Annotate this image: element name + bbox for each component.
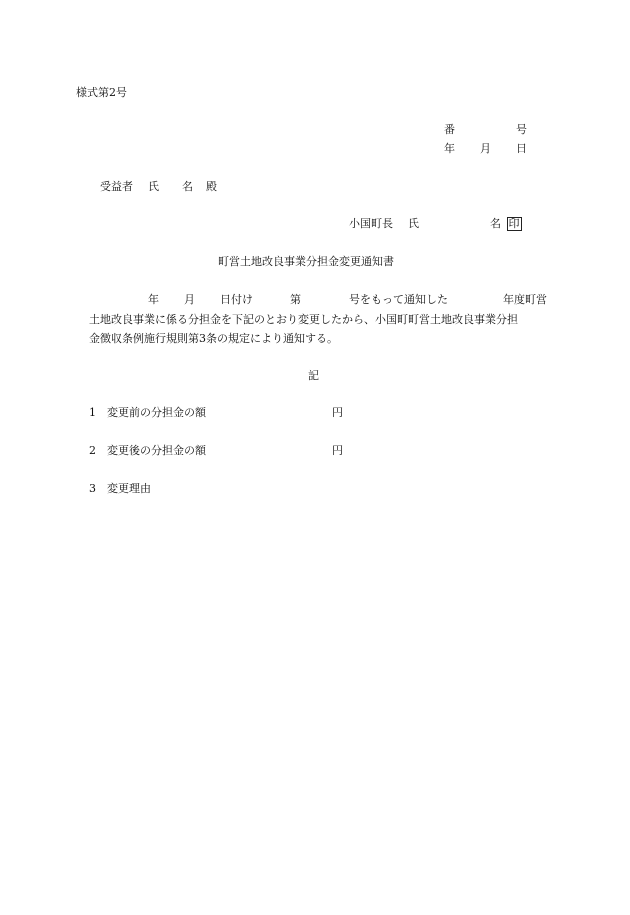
ref-month: 月 xyxy=(480,142,491,155)
body-line-3: 金徴収条例施行規則第3条の規定により通知する。 xyxy=(89,332,338,345)
ref-day: 日 xyxy=(516,142,527,155)
issuer-mei xyxy=(490,217,522,231)
body-nen: 年 xyxy=(148,293,159,306)
body-gou-text: 号をもって通知した xyxy=(349,293,448,306)
item-2-label: 変更後の分担金の額 xyxy=(107,444,206,457)
form-number: 様式第2号 xyxy=(76,86,127,99)
document-title: 町営土地改良事業分担金変更通知書 xyxy=(218,255,394,268)
body-line-2: 土地改良事業に係る分担金を下記のとおり変更したから、小国町町営土地改良事業分担 xyxy=(89,313,518,326)
item-1-num: 1 xyxy=(89,406,96,419)
body-tsuki: 月 xyxy=(184,293,195,306)
body-dai: 第 xyxy=(290,293,301,306)
item-3-num: 3 xyxy=(89,482,96,495)
ref-year: 年 xyxy=(444,142,455,155)
issuer-title: 小国町長 xyxy=(349,217,393,230)
addressee-dono: 殿 xyxy=(206,180,217,193)
item-3-label: 変更理由 xyxy=(107,482,151,495)
body-nendo-text: 年度町営 xyxy=(503,293,547,306)
ki-heading: 記 xyxy=(308,369,319,382)
ref-ban: 番 xyxy=(444,123,455,136)
addressee-shi: 氏 xyxy=(148,180,159,193)
addressee-mei: 名 xyxy=(182,180,193,193)
item-2-unit: 円 xyxy=(332,444,343,457)
addressee-label: 受益者 xyxy=(100,180,133,193)
item-2-num: 2 xyxy=(89,444,96,457)
item-1-unit: 円 xyxy=(332,406,343,419)
issuer-shi: 氏 xyxy=(408,217,419,230)
ref-go: 号 xyxy=(516,123,527,136)
item-1-label: 変更前の分担金の額 xyxy=(107,406,206,419)
seal-mark: 印 xyxy=(508,217,520,230)
body-hizuke: 日付け xyxy=(220,293,253,306)
issuer-mei-text: 名 xyxy=(490,217,501,230)
